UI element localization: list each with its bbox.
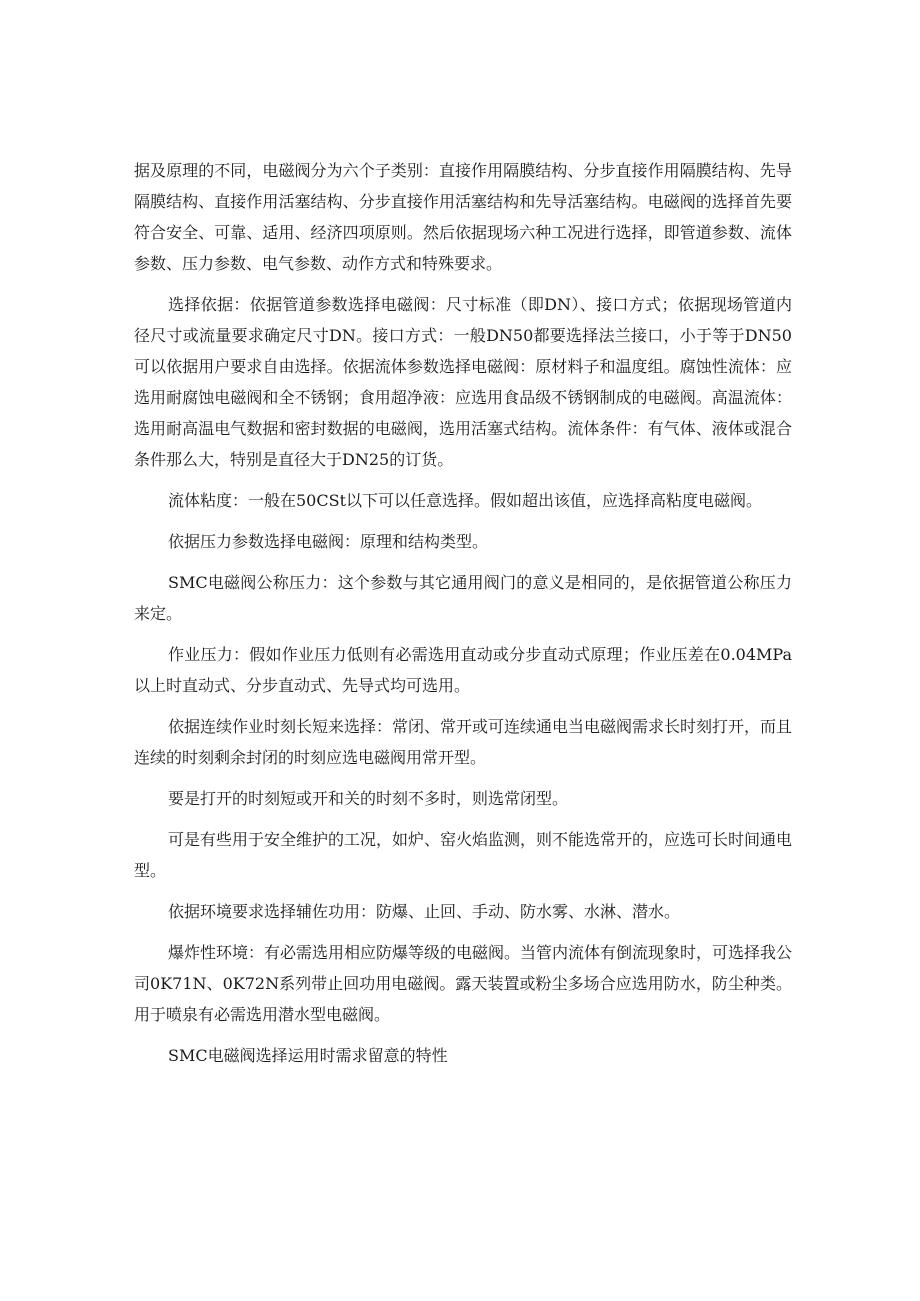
paragraph-normally-closed: 要是打开的时刻短或开和关的时刻不多时，则选常闭型。 [168,789,569,808]
paragraph-working-pressure: 作业压力：假如作业压力低则有必需选用直动或分步直动式原理；作业压差在0.04MPa以上时直动式、分步直动式、先导式均可选用。 [134,645,792,695]
paragraph-continuous-operation: 依据连续作业时刻长短来选择：常闭、常开或可连续通电当电磁阀需求长时刻打开，而且连续的时刻剩余封闭的时刻应选电磁阀用常开型。 [134,717,793,767]
paragraph-environment-functions: 依据环境要求选择辅佐功用：防爆、止回、手动、防水雾、水淋、潜水。 [168,902,681,921]
paragraph-nominal-pressure: SMC电磁阀公称压力：这个参数与其它通用阀门的意义是相同的，是依据管道公称压力来定。 [134,573,792,623]
paragraph-explosive-environment: 爆炸性环境：有必需选用相应防爆等级的电磁阀。当管内流体有倒流现象时，可选择我公司0K71N、0K72N系列带止回功用电磁阀。露天装置或粉尘多场合应选用防水，防尘种类。用于喷泉有必需选用潜水型电磁阀。 [134,943,793,1024]
paragraph-pressure-parameters: 依据压力参数选择电磁阀：原理和结构类型。 [168,532,489,551]
paragraph-fluid-viscosity: 流体粘度：一般在50CSt以下可以任意选择。假如超出该值，应选择高粘度电磁阀。 [168,491,762,510]
paragraph-intro-continuation: 据及原理的不同，电磁阀分为六个子类别：直接作用隔膜结构、分步直接作用隔膜结构、先导隔膜结构、直接作用活塞结构、分步直接作用活塞结构和先导活塞结构。电磁阀的选择首先要符合安全、可靠、适用、经济四项原则。然后依据现场六种工况进行选择，即管道参数、流体参数、压力参数、电气参数、动作方式和特殊要求。 [134,161,792,273]
paragraph-selection-basis: 选择依据：依据管道参数选择电磁阀：尺寸标准（即DN）、接口方式；依据现场管道内径尺寸或流量要求确定尺寸DN。接口方式：一般DN50都要选择法兰接口，小于等于DN50可以依据用户要求自由选择。依据流体参数选择电磁阀：原材料子和温度组。腐蚀性流体：应选用耐腐蚀电磁阀和全不锈钢；食用超净液：应选用食品级不锈钢制成的电磁阀。高温流体：选用耐高温电气数据和密封数据的电磁阀，选用活塞式结构。流体条件：有气体、液体或混合条件那么大，特别是直径大于DN25的订货。 [134,295,792,469]
paragraph-smc-characteristics: SMC电磁阀选择运用时需求留意的特性 [168,1046,448,1065]
paragraph-safety-conditions: 可是有些用于安全维护的工况，如炉、窑火焰监测，则不能选常开的，应选可长时间通电型。 [134,830,793,880]
document-body [134,155,792,1081]
